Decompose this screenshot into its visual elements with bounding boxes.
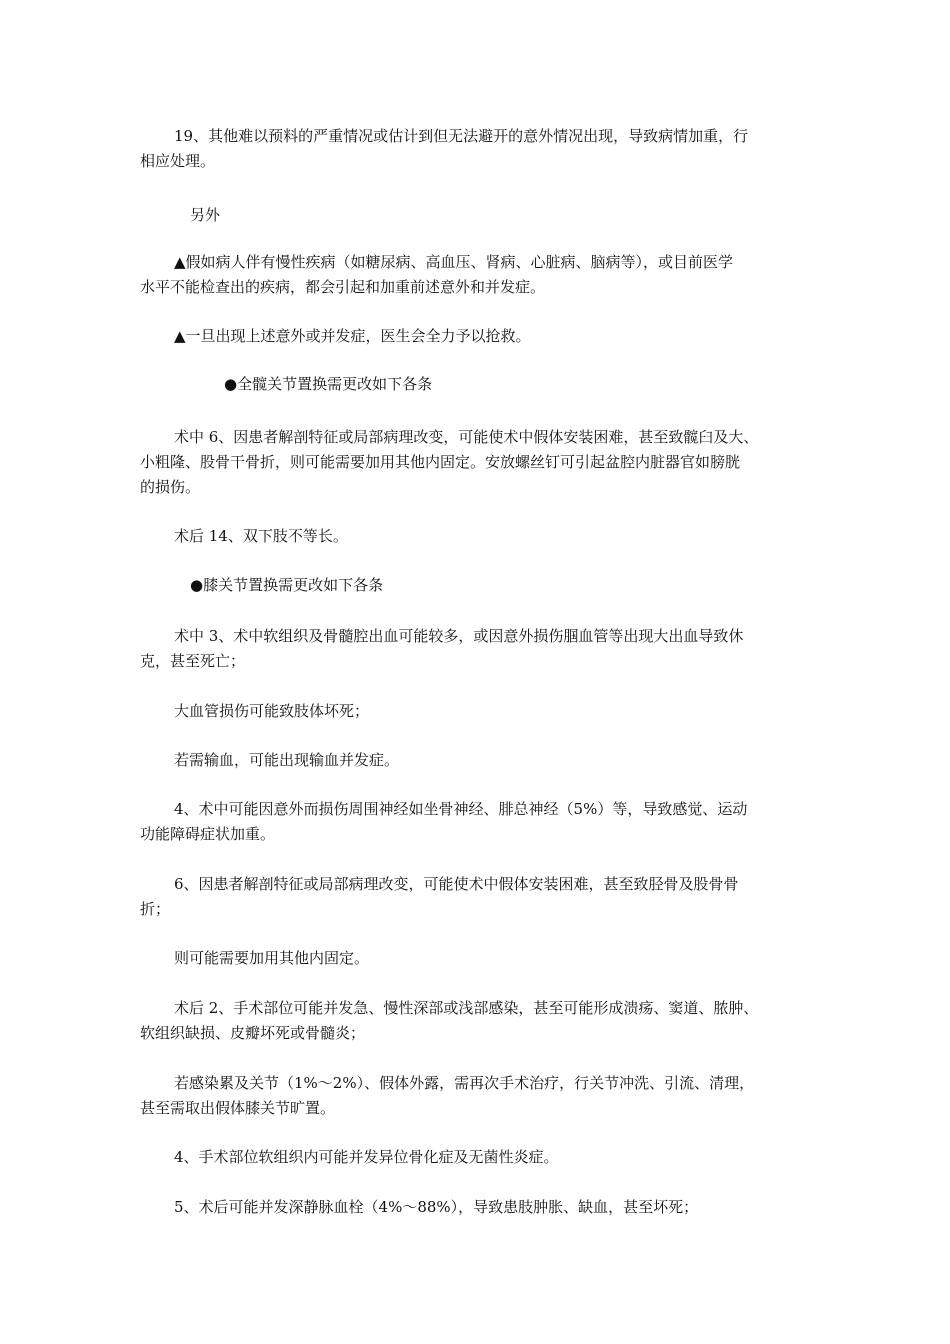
paragraph-postop-14 [140, 524, 820, 549]
paragraph-additionally [140, 203, 820, 228]
text-line: 的损伤。 [140, 478, 201, 496]
text-line: 大血管损伤可能致肢体坏死； [174, 702, 370, 720]
text-line: 4、术中可能因意外而损伤周围神经如坐骨神经、腓总神经（5%）等，导致感觉、运动 [174, 800, 748, 818]
text-line: ●膝关节置换需更改如下各条 [190, 576, 384, 594]
text-line: 相应处理。 [140, 152, 216, 170]
text-line: 术中 3、术中软组织及骨髓腔出血可能较多，或因意外损伤腘血管等出现大出血导致休 [174, 627, 744, 645]
text-line: 若需输血，可能出现输血并发症。 [174, 751, 400, 769]
paragraph-postop-2-infection [140, 996, 820, 1046]
heading-hip-replacement [140, 372, 820, 397]
text-line: 19、其他难以预料的严重情况或估计到但无法避开的意外情况出现，导致病情加重，行 [174, 127, 749, 145]
paragraph-transfusion [140, 748, 820, 773]
paragraph-19-severe-situations [140, 124, 820, 174]
text-line: 软组织缺损、皮瓣坏死或骨髓炎； [140, 1024, 366, 1042]
text-line: 克，甚至死亡； [140, 652, 246, 670]
paragraph-rescue-note [140, 324, 820, 349]
text-line: ●全髋关节置换需更改如下各条 [224, 375, 433, 393]
paragraph-internal-fixation [140, 946, 820, 971]
paragraph-chronic-disease-note [140, 250, 820, 300]
paragraph-dvt [140, 1195, 820, 1220]
text-line: 4、手术部位软组织内可能并发异位骨化症及无菌性炎症。 [174, 1148, 559, 1166]
text-line: 另外 [190, 206, 221, 224]
text-line: 则可能需要加用其他内固定。 [174, 949, 370, 967]
text-line: 小粗隆、股骨干骨折，则可能需要加用其他内固定。安放螺丝钉可引起盆腔内脏器官如膀胱 [140, 453, 741, 471]
paragraph-intraop-3-knee [140, 624, 820, 674]
paragraph-joint-infection [140, 1071, 820, 1121]
text-line: 术后 14、双下肢不等长。 [174, 527, 348, 545]
paragraph-heterotopic-ossification [140, 1145, 820, 1170]
text-line: 若感染累及关节（1%～2%）、假体外露，需再次手术治疗，行关节冲洗、引流、清理， [174, 1074, 755, 1092]
text-line: 术后 2、手术部位可能并发急、慢性深部或浅部感染，甚至可能形成溃疡、窦道、脓肿、 [174, 999, 759, 1017]
text-line: 术中 6、因患者解剖特征或局部病理改变，可能使术中假体安装困难，甚至致髋臼及大、 [174, 428, 759, 446]
text-line: 水平不能检查出的疾病，都会引起和加重前述意外和并发症。 [140, 278, 546, 296]
text-line: ▲一旦出现上述意外或并发症，医生会全力予以抢救。 [174, 327, 531, 345]
paragraph-intraop-6-hip [140, 425, 820, 500]
text-line: 甚至需取出假体膝关节旷置。 [140, 1099, 336, 1117]
text-line: 功能障碍症状加重。 [140, 825, 276, 843]
text-line: 折； [140, 900, 171, 918]
paragraph-intraop-6-knee [140, 872, 820, 922]
text-line: 6、因患者解剖特征或局部病理改变，可能使术中假体安装困难，甚至致胫骨及股骨骨 [174, 875, 739, 893]
paragraph-vessel-injury [140, 699, 820, 724]
text-line: 5、术后可能并发深静脉血栓（4%～88%），导致患肢肿胀、缺血，甚至坏死； [174, 1198, 699, 1216]
paragraph-nerve-injury [140, 797, 820, 847]
heading-knee-replacement [140, 573, 820, 598]
text-line: ▲假如病人伴有慢性疾病（如糖尿病、高血压、肾病、心脏病、脑病等），或目前医学 [174, 253, 734, 271]
